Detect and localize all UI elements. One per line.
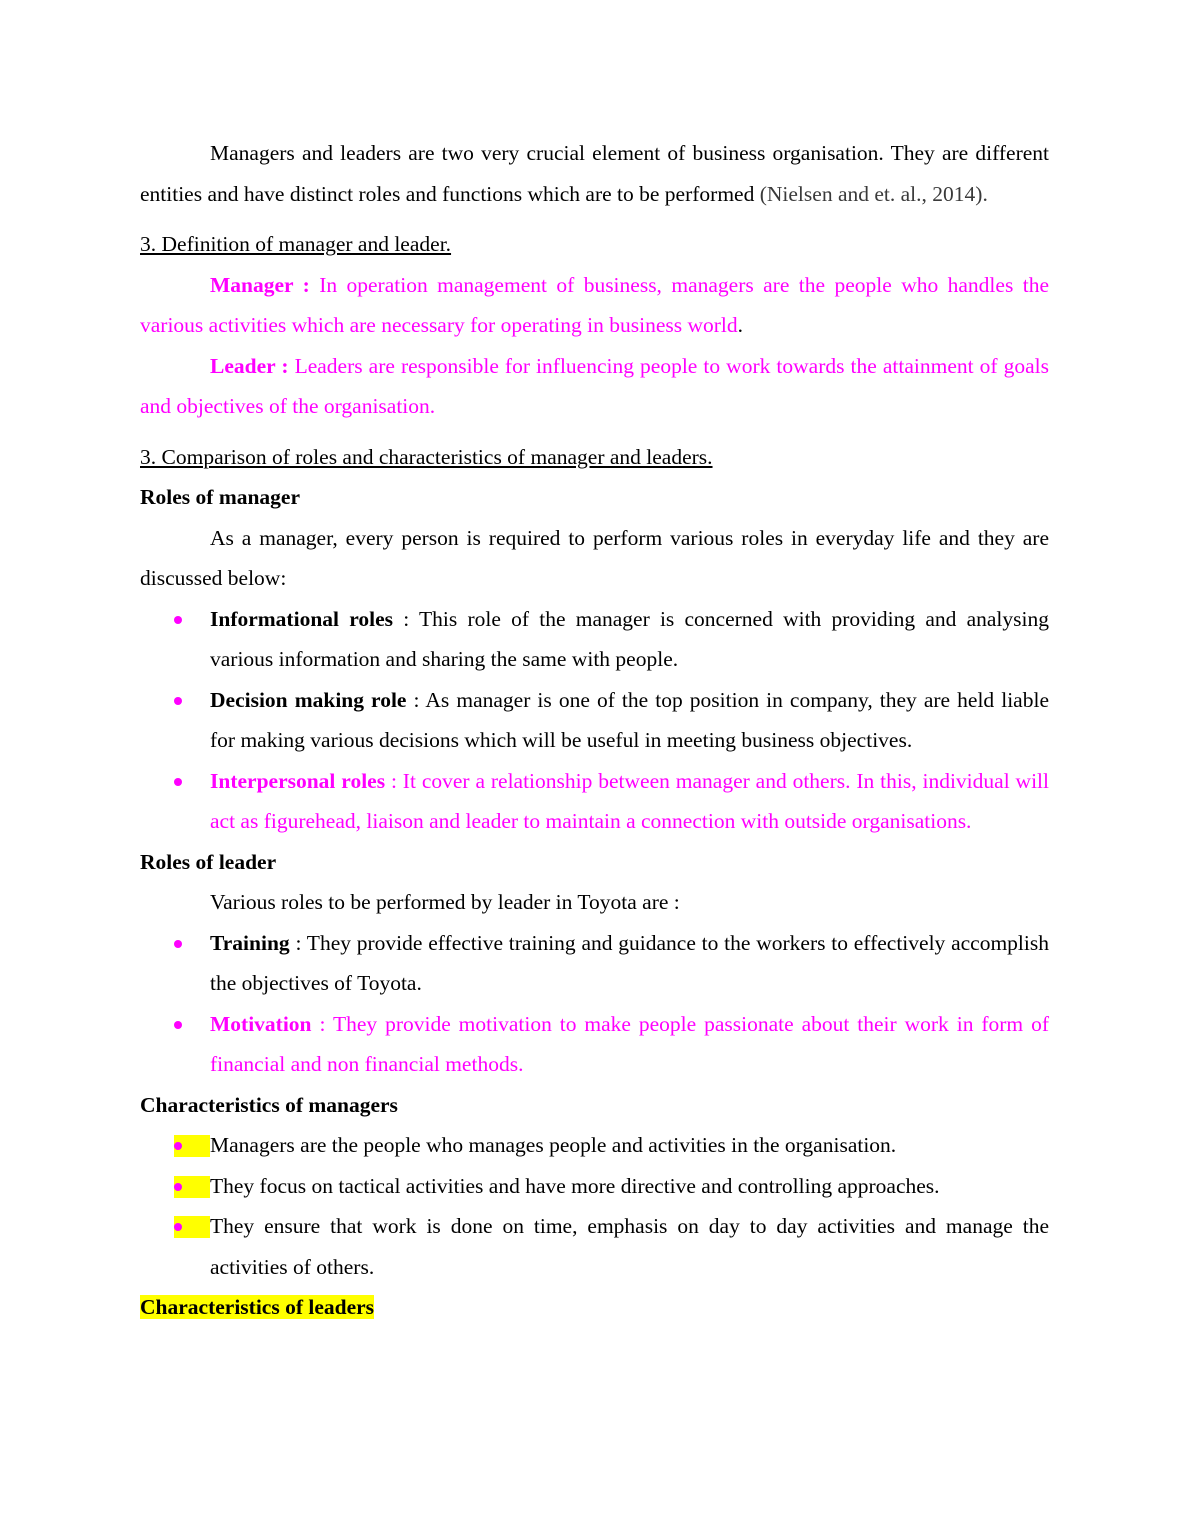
item-text: : It cover a relationship between manager and others. In this, individual will act as figurehead, liaison and leader to maintain a connection with outside organisations. (210, 768, 1049, 833)
bullet-icon (174, 923, 210, 964)
manager-end: . (737, 313, 744, 337)
list-item (140, 599, 1049, 680)
item-text: : They provide effective training and guidance to the workers to effectively accomplish the objectives of Toyota. (210, 930, 1049, 995)
item-text: They focus on tactical activities and have more directive and controlling approaches. (210, 1173, 940, 1198)
item-label: Decision making role (210, 687, 407, 712)
intro-text: Managers and leaders are two very crucial element of business organisation. They are different entities and have distinct roles and functions which are to be performed (140, 141, 1049, 206)
manager-definition (140, 265, 1049, 346)
bullet-icon (174, 599, 210, 640)
bullet-icon (174, 680, 210, 721)
item-label: Training (210, 930, 290, 955)
intro-citation: (Nielsen and et. al., 2014) (759, 181, 983, 206)
roles-manager-heading: Roles of manager (140, 485, 301, 509)
roles-manager-list (140, 599, 1049, 842)
intro-end: . (982, 181, 988, 206)
leader-definition (140, 346, 1049, 427)
bullet-icon (174, 1166, 210, 1207)
item-label: Motivation (210, 1011, 312, 1036)
list-item (140, 1166, 1049, 1207)
characteristics-leaders-text: Characteristics of leaders (140, 1295, 375, 1319)
intro-paragraph (140, 133, 1049, 214)
roles-leader-intro: Various roles to be performed by leader in Toyota are : (210, 890, 680, 914)
roles-manager-intro: As a manager, every person is required to perform various roles in everyday life and they are discussed below: (140, 525, 1049, 590)
item-text: They ensure that work is done on time, emphasis on day to day activities and manage the activities of others. (210, 1214, 1049, 1279)
roles-leader-heading: Roles of leader (140, 849, 277, 874)
bullet-icon (174, 761, 210, 802)
definition-heading: 3. Definition of manager and leader. (140, 232, 452, 256)
document-body (140, 133, 1049, 1328)
characteristics-managers-heading: Characteristics of managers (140, 1092, 398, 1117)
item-text: : This role of the manager is concerned with providing and analysing various information and sharing the same with people. (210, 606, 1049, 671)
leader-text: Leaders are responsible for influencing people to work towards the attainment of goals and objectives of the organisation. (140, 353, 1049, 418)
list-item (140, 1125, 1049, 1166)
bullet-icon (174, 1206, 210, 1247)
list-item (140, 1206, 1049, 1287)
item-text: : They provide motivation to make people passionate about their work in form of financial and non financial methods. (210, 1011, 1049, 1076)
characteristics-leaders-heading (140, 1287, 1049, 1328)
item-text: Managers are the people who manages people and activities in the organisation. (210, 1133, 897, 1157)
bullet-icon (174, 1125, 210, 1166)
roles-leader-list (140, 923, 1049, 1085)
manager-text: In operation management of business, managers are the people who handles the various activities which are necessary for operating in business world (140, 272, 1049, 337)
leader-label: Leader : (210, 353, 295, 378)
item-label: Informational roles (210, 606, 394, 631)
list-item (140, 923, 1049, 1004)
list-item (140, 1004, 1049, 1085)
list-item (140, 761, 1049, 842)
item-label: Interpersonal roles (210, 768, 386, 793)
list-item (140, 680, 1049, 761)
item-text: : As manager is one of the top position in company, they are held liable for making various decisions which will be useful in meeting business objectives. (210, 687, 1049, 752)
bullet-icon (174, 1004, 210, 1045)
characteristics-managers-list (140, 1125, 1049, 1287)
comparison-heading: 3. Comparison of roles and characteristics of manager and leaders. (140, 444, 713, 469)
manager-label: Manager : (210, 272, 320, 297)
